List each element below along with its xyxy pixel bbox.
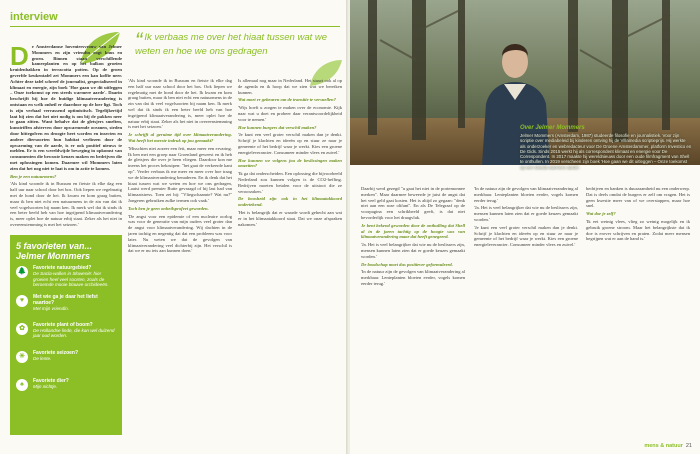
text-column-6 [586,186,690,431]
quote-mark-icon: “ [135,28,143,53]
answer: 'Ik ga dat onderscheiden. Een oplossing die bijvoorbeeld Nederland zou kunnen volgen is de CO2-heffing. Bedrijven moeten betalen voor de uitstoot die ze veroorzaken.' [238,171,342,194]
answer: Daarbij werd gezegd "u gaat het niet in de portemonnee merken". Maar daarmee beweerde je juist de angst dat het veel geld gaat kosten. Het is altijd zo gegaan: "denk niet aan een roze olifant". En als De Telegraaf op de voorpagina een schrikbeeld geeft, is dat niet bevorderlijk voor het draagvlak. [361,186,465,220]
magazine-brand: mens & natuur [644,443,683,449]
favourite-item [16,378,116,400]
page-number: 21 [685,443,692,449]
answer: 'Als kind woonde ik in Bussum en fietste ik elke dag een half uur naar school door het bos. Ook liepen we regelmatig met de hond door de hei. Ik kwam en kom graag buiten, maar ik ben niet echt een natuurmens in de zin van dat ik veel vogelsoorten bij naam ken. Ik merk wel dat ik sinds ik een beter beeld heb van hoe ingrijpend klimaatverandering is, meer oplet hoe de natuur erbij staat. Zeker als het niet in overeenstemming is met het seizoen.' [128,78,232,130]
rubric-divider [10,26,340,27]
answer: bedrijven en banken is duurzaamheid nu een onderwerp. Dat is deels omdat de burgers er zelf om vragen. Het is geen kwestie meer van of we overstappen, maar hoe snel. [586,186,690,209]
favourite-item [16,350,116,372]
rubric-label: interview [10,11,58,23]
dropcap: D [10,44,29,71]
favourites-box [10,235,122,435]
answer: 'Ja. Het is veel belangrijker dat wie nu de beslissers zijn, mensen kunnen laten zien dat er goede keuzes gemaakt worden.' [361,242,465,259]
favourite-item [16,322,116,344]
tree-icon: 🌲 [16,266,28,278]
left-page [0,0,348,454]
question: Wat moet er gebeuren om de transitie te versnellen? [238,97,336,103]
favourite-item [16,265,116,288]
question: Toch ben je geen onheilsprofeet geworden. [128,205,209,211]
favourites-title: 5 favorieten van... Jelmer Mommers [16,241,93,261]
answer: 'Ik eet weinig vlees, vlieg zo weinig mogelijk en ik gebruik groene stroom. Maar het belangrijkste dat ik doe is erover schrijven en praten. Zodat meer mensen begrijpen wat er aan de hand is.' [586,218,690,242]
answer: 'In de natuur zijn de gevolgen van klimaatverandering al merkbaar. Lenteplanten bloeien eerder, vogels komen eerder terug.' [474,186,578,203]
question: Ben je een natuurmens? [10,173,57,179]
favourite-answer: De Sacla-wallen in Slowenië: hier groeien heel veel soorten, zoals de beroemde mooie blauwe orchideeën. [33,271,109,288]
answer: Is allemaal nog maar in Nederland. Het stuurt ook al op de agenda en ik hoop dat we zien wat we bereiken kunnen. [238,78,342,95]
intro-text: e Amsterdamse hoveniersvrouw van Jelmer Mommers en zijn vriendin oogt knus en groen. Binnen staan verschillende kamerplanten en op het balkon groeien kruidenbakken in terracotta potten. Op de groen geverfde keukentafel zet Mommers een kan koffie neer. Achter deze tafel schreef de journalist, gespecialiseerd in klimaat en energie, zijn boek 'Hoe gaan we dit uitleggen – Onze toekomst op een steeds warmere aarde'. Daarin beschrijft hij hoe de huidige klimaatverandering is ontstaan en welk onheil er daardoor op de loer ligt. Toch is zijn verhaal verrassend optimistisch. Tegelijkertijd laat hij zien dat het niet nodig is om bij de pakken neer te gaan zitten. Want behalve dat de gletsjers smelten, kunstriffen afsterven door opwarmende oceanen, steden door hittegolven en droogte heet worden en insecten en andere diersoorten hun habitat verliezen door de opwarming van de aarde, is er ook positief nieuws te melden. Er is een wereldwijde beweging in opkomst van consumenten die bewuste keuzes maken en bedrijven die met oplossingen komen. Daarmee wil Mommers laten zien dat het nog niet te laat is om in actie te komen. [10,44,122,171]
pull-quote [135,28,345,58]
question: Je schrijft al geruime tijd over klimaatverandering. Wat heeft het meeste indruk op jou gemaakt? [128,132,232,143]
text-column-3 [238,78,342,440]
question: Je bent bekend geworden door de onthulling dat Shell al in de jaren tachtig op de hoogte was van klimaatverandering maar dat heeft genegeerd. [361,222,465,240]
favourite-question: Favoriete plant of boom? [33,321,93,328]
favourite-question: Favoriete seizoen? [33,349,79,356]
favourite-question: Favoriete dier? [33,377,69,384]
answer: 'Je kunt een veel groter verschil maken dan je denkt. Schrijf je klachten en ideeën op en stuur ze naar je gemeente of het bedrijf waar je werkt. Kies een groene energieleverancier. Consumeer minder vlees en zuivel.' [474,224,578,248]
text-column-5 [474,186,578,438]
answer: 'Als kind woonde ik in Bussum en fietste ik elke dag een half uur naar school door het bos. Ook liepen we regelmatig met de hond door de hei. Ik kwam en kom graag buiten, maar ik ben niet echt een natuurmens in de zin van dat ik veel vogelsoorten bij naam ken. Ik merk wel dat ik sinds ik een beter beeld heb van hoe ingrijpend klimaatverandering is, meer oplet hoe de natuur erbij staat. Zeker als het niet in overeenstemming is met het seizoen.' [10,181,122,227]
answer: 'Wijs hoeft u zorgen te maken over de economie. Kijk naar wat u doet en probeer daar verantwoordelijkheid voor te nemen.' [238,105,342,122]
heart-icon: ♥ [16,295,28,307]
answer: 'Je kunt een veel groter verschil maken dan je denkt. Schrijf je klachten en ideeën op en stuur ze naar je gemeente of het bedrijf waar je werkt. Kies een groene energieleverancier. Consumeer minder vlees en zuivel.' [238,132,342,155]
page-footer [644,443,692,449]
question: De boosheid zijn ook in het klimaatakkoord ondertekend. [238,196,342,208]
question: Hoe kunnen we volgens jou de beslissingen maken omzetten? [238,157,342,169]
sun-icon: ☀ [16,351,28,363]
answer: 'In de natuur zijn de gevolgen van klimaatverandering al merkbaar. Lenteplanten bloeien eerder, vogels komen eerder terug.' [361,269,465,286]
question: Hoe kunnen burgers dat verschil maken? [238,124,317,130]
answer: 'Misschien niet zozeer een feit, maar meer een ervaring. Ik ben met een groep naar Groenland geweest en ik heb de gletsjers die over je heen vliegen. Daardoor kon me ineens het proces bekruipen: "het gaat de verkeerde kant op". Verder verbaas ik me meer en meer over hoe traag we de klimaatverandering benaderen. En ik denk dat het hiaat tussen wat we weten en hoe we ons gedragen, Laatst werd premier Rutte gevraagd of hij last had van klimaatstress. Toen zei hij: "Vliegschaamte? Wat nu?" Jongeren gebruiken zulke termen ook vaak.' [128,145,232,203]
answer: 'Het is belangrijk dat er waarde wordt gehecht aan wat er in het klimaatakkoord staat. Dat we onze afspraken nakomen.' [238,209,342,227]
question: De boodschap moet dus positiever geformuleerd. [361,261,453,267]
question: Wat doe je zelf? [586,211,616,217]
text-column-1 [10,44,122,229]
favourite-question: Favoriete natuurgebied? [33,265,92,271]
favourite-item [16,294,116,316]
favourite-answer: De Hollandse linde, die kan wel duizend jaar oud worden. [33,327,115,339]
text-column-2 [128,78,232,440]
favourite-answer: De lente. [33,355,52,361]
caption-text: Jelmer Mommers (Amsterdam, 1987) studeerde filosofie en journalistiek. Voor zijn scriptie over mediabeleid bij kinderen ontving hij de Villamedia scriptieprijs. Hij werkte als onderzoeker en webredacteur voor De Groene Amsterdammer, platform Investico en De Gids. Sinds 2015 werkt hij als correspondent klimaat en energie voor De Correspondent. In 2017 maakte hij wereldnieuws door een oude filmfragment van Shell te onthullen. In 2019 verscheen zijn boek 'Hoe gaan we dit uitleggen – Onze toekomst op een steeds warmere aarde'. [520,133,692,170]
answer: 'De angst voor een epidemie of een nucleaire oorlog was voor de generatie van mijn ouders veel groter dan de angst voor klimaatverandering. Wij dachten in de jaren tachtig en negentig dat dat een probleem was voor later. Nu weten we dat de gevolgen van klimaatverandering veel dichterbij zijn. Het verschil is dat we er nu iets aan kunnen doen.' [128,213,232,254]
flower-icon: ✿ [16,323,28,335]
favourite-answer: Met mijn vriendin. [33,305,69,311]
animal-icon: ♠ [16,379,28,391]
caption-title: Over Jelmer Mommers [520,125,585,131]
favourite-question: Met wie ga je daar het liefst naartoe? [33,293,98,306]
pull-quote-text: Ik verbaas me over het hiaat tussen wat we weten en hoe we ons gedragen [135,32,328,57]
photo-caption [520,125,692,195]
favourite-answer: Mijn nichtje. [33,383,58,389]
answer: 'Ja. Het is veel belangrijker dat wie nu de beslissers zijn, mensen kunnen laten zien dat er goede keuzes gemaakt worden.' [474,205,578,222]
text-column-4 [361,186,465,438]
